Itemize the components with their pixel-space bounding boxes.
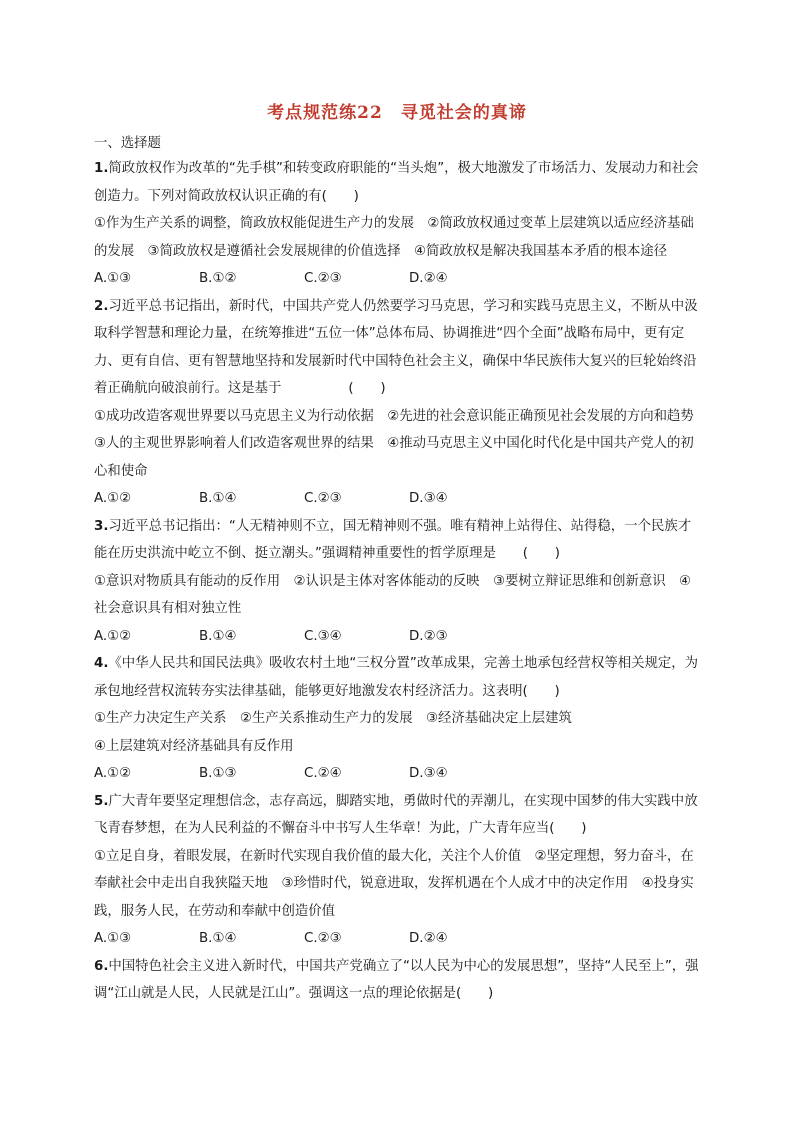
choice-a: A.①③ bbox=[94, 931, 132, 946]
question-5 bbox=[94, 788, 700, 953]
question-options-text: ①意识对物质具有能动的反作用 ②认识是主体对客体能动的反映 ③要树立辩证思维和创新意识 ④社会意识具有相对独立性 bbox=[94, 573, 692, 616]
choice-c: C.②③ bbox=[304, 271, 342, 286]
answer-choices bbox=[94, 925, 700, 953]
question-number: 5. bbox=[94, 793, 109, 809]
answer-blank: ( ) bbox=[522, 683, 560, 699]
answer-choices bbox=[94, 265, 700, 293]
choice-d: D.②④ bbox=[409, 271, 448, 286]
choice-d: D.②③ bbox=[409, 628, 448, 644]
answer-blank: ( ) bbox=[549, 821, 587, 836]
choice-c: C.③④ bbox=[304, 628, 342, 644]
choice-b: B.①② bbox=[199, 271, 237, 286]
answer-choices bbox=[94, 760, 700, 788]
page-title: 考点规范练22 寻觅社会的真谛 bbox=[267, 103, 527, 123]
choice-c: C.②③ bbox=[304, 491, 342, 506]
answer-blank: ( ) bbox=[281, 381, 386, 396]
question-options-text: ①生产力决定生产关系 ②生产关系推动生产力的发展 ③经济基础决定上层建筑 ④上层建筑对经济基础具有反作用 bbox=[94, 711, 572, 754]
choice-b: B.①④ bbox=[199, 931, 237, 946]
question-stem: 习近平总书记指出，新时代，中国共产党人仍然要学习马克思，学习和实践马克思主义，不断从中汲取科学智慧和理论力量，在统筹推进“五位一体”总体布局、协调推进“四个全面”战略布局中，更有定力、更有自信、更有智慧地坚持和发展新时代中国特色社会主义，确保中华民族伟大复兴的巨轮始终沿着正确航向破浪前行。这是基于 bbox=[94, 298, 698, 396]
choice-c: C.②④ bbox=[304, 766, 342, 781]
section-heading: 一、选择题 bbox=[94, 136, 161, 151]
question-options-text: ①作为生产关系的调整，简政放权能促进生产力的发展 ②简政放权通过变革上层建筑以适应经济基础的发展 ③简政放权是遵循社会发展规律的价值选择 ④简政放权是解决我国基本矛盾的根本途径 bbox=[94, 216, 694, 259]
question-4 bbox=[94, 650, 700, 788]
question-stem: 中国特色社会主义进入新时代，中国共产党确立了“以人民为中心的发展思想”，坚持“人民至上”，强调“江山就是人民，人民就是江山”。强调这一点的理论依据是 bbox=[94, 958, 699, 1001]
choice-a: A.①② bbox=[94, 628, 132, 644]
question-number: 6. bbox=[94, 958, 109, 974]
question-number: 1. bbox=[94, 161, 109, 176]
choice-b: B.①③ bbox=[199, 766, 237, 781]
question-1 bbox=[94, 155, 700, 293]
choice-a: A.①② bbox=[94, 766, 132, 781]
choice-b: B.①④ bbox=[199, 491, 237, 506]
answer-choices bbox=[94, 623, 700, 651]
question-number: 4. bbox=[94, 656, 109, 671]
choice-d: D.③④ bbox=[409, 766, 448, 781]
question-options-text: ①立足自身，着眼发展，在新时代实现自我价值的最大化，关注个人价值 ②坚定理想，努力奋斗，在奉献社会中走出自我狭隘天地 ③珍惜时代，锐意进取，发挥机遇在个人成才中的决定作用 ④投身实践，服务人民，在劳动和奉献中创造价值 bbox=[94, 848, 694, 919]
question-list bbox=[94, 133, 708, 1008]
question-number: 2. bbox=[94, 298, 109, 314]
answer-blank: ( ) bbox=[321, 188, 359, 204]
question-stem: 习近平总书记指出：“人无精神则不立，国无精神则不强。唯有精神上站得住、站得稳，一个民族才能在历史洪流中屹立不倒、挺立潮头。”强调精神重要性的哲学原理是 bbox=[94, 518, 692, 561]
question-6 bbox=[94, 953, 700, 1008]
choice-d: D.②④ bbox=[409, 931, 448, 946]
choice-d: D.③④ bbox=[409, 491, 448, 506]
question-number: 3. bbox=[94, 518, 109, 534]
question-stem: 简政放权作为改革的“先手棋”和转变政府职能的“当头炮”，极大地激发了市场活力、发展动力和社会创造力。下列对简政放权认识正确的有 bbox=[94, 161, 699, 204]
choice-c: C.②③ bbox=[304, 931, 342, 946]
question-stem: 《中华人民共和国民法典》吸收农村土地“三权分置”改革成果，完善土地承包经营权等相关规定，为承包地经营权流转夯实法律基础，能够更好地激发农村经济活力。这表明 bbox=[94, 656, 699, 699]
choice-a: A.①③ bbox=[94, 271, 132, 286]
choice-a: A.①② bbox=[94, 491, 132, 506]
choice-b: B.①④ bbox=[199, 628, 237, 644]
question-2 bbox=[94, 293, 708, 513]
answer-choices bbox=[94, 485, 700, 513]
question-3 bbox=[94, 513, 700, 651]
question-options-text: ①成功改造客观世界要以马克思主义为行动依据 ②先进的社会意识能正确预见社会发展的方向和趋势 ③人的主观世界影响着人们改造客观世界的结果 ④推动马克思主义中国化时代化是中国共产党人的初心和使命 bbox=[94, 408, 708, 479]
question-stem: 广大青年要坚定理想信念，志存高远，脚踏实地，勇做时代的弄潮儿，在实现中国梦的伟大实践中放飞青春梦想，在为人民利益的不懈奋斗中书写人生华章！为此，广大青年应当 bbox=[94, 793, 698, 836]
answer-blank: ( ) bbox=[495, 546, 560, 561]
answer-blank: ( ) bbox=[456, 986, 494, 1001]
